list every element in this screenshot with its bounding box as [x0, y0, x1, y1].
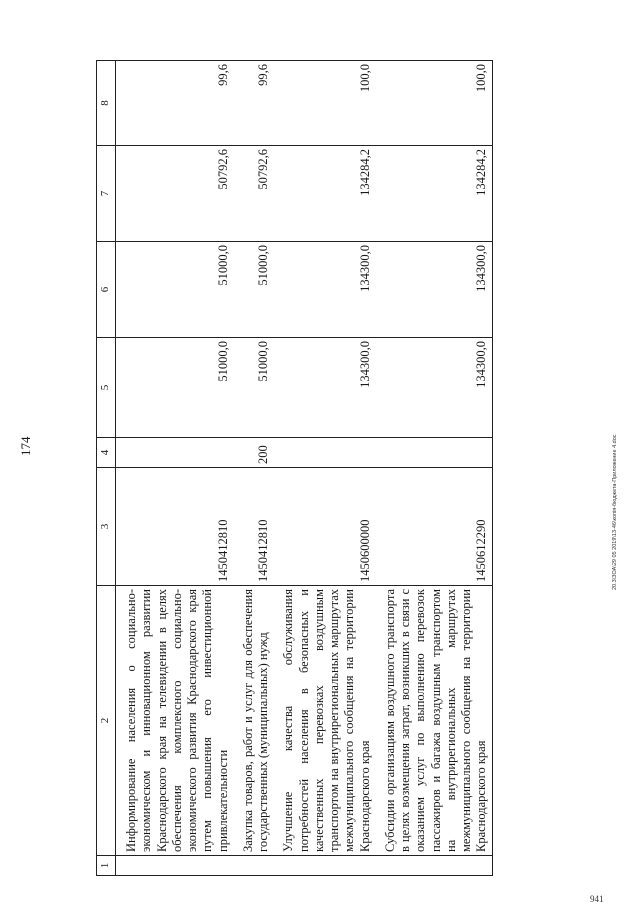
- value-col-6: 134300,0: [375, 242, 492, 338]
- value-col-6: 51000,0: [116, 242, 233, 338]
- row-description: Информирование населения о социально-экономическом и инновационном развитии Краснодарского края на телевидении в целях обеспечения комплексного социально-экономического развития Краснодарского края путем повышения его инвестиционной привлекательности: [116, 586, 233, 856]
- percent-col-8: 100,0: [273, 61, 375, 146]
- value-col-7: 134284,2: [375, 146, 492, 242]
- row-description: Закупка товаров, работ и услуг для обеспечения государственных (муниципальных) нужд: [233, 586, 274, 856]
- percent-col-8: 100,0: [375, 61, 492, 146]
- percent-col-8: 99,6: [233, 61, 274, 146]
- value-col-5: 134300,0: [375, 338, 492, 438]
- target-article-code: 1450612290: [375, 468, 492, 586]
- row-number: [375, 856, 492, 876]
- value-col-7: 50792,6: [233, 146, 274, 242]
- row-description: Субсидии организациям воздушного транспорта в целях возмещения затрат, возникших в связи с оказанием услуг по выполнению перевозок пассажиров и багажа воздушным транспортом на внутрирегиональных маршрутах межмуниципального сообщения на территории Краснодарского края: [375, 586, 492, 856]
- footer-file-path: 20.3\ЗОА\29 05 2019\13-46\копія-бюджета-Приложение 4.doc: [612, 434, 618, 590]
- expense-type-code: 200: [233, 438, 274, 468]
- header-row: [97, 61, 116, 876]
- value-col-6: 51000,0: [233, 242, 274, 338]
- row-number: [273, 856, 375, 876]
- page-number: 174: [18, 436, 33, 456]
- table-row: [273, 61, 375, 876]
- expense-type-code: [273, 438, 375, 468]
- expense-type-code: [116, 438, 233, 468]
- budget-table-container: [96, 61, 616, 876]
- percent-col-8: 99,6: [116, 61, 233, 146]
- target-article-code: 1450412810: [116, 468, 233, 586]
- col-header-5: 5: [97, 338, 116, 438]
- target-article-code: 1450412810: [233, 468, 274, 586]
- value-col-5: 134300,0: [273, 338, 375, 438]
- col-header-6: 6: [97, 242, 116, 338]
- col-header-4: 4: [97, 438, 116, 468]
- col-header-8: 8: [97, 61, 116, 146]
- corner-page-mark: 941: [590, 894, 604, 904]
- value-col-5: 51000,0: [116, 338, 233, 438]
- budget-table: [96, 60, 493, 876]
- table-row: [116, 61, 233, 876]
- value-col-7: 50792,6: [116, 146, 233, 242]
- value-col-6: 134300,0: [273, 242, 375, 338]
- table-row: [233, 61, 274, 876]
- table-row: [375, 61, 492, 876]
- col-header-7: 7: [97, 146, 116, 242]
- row-description: Улучшение качества обслуживания потребностей населения в безопасных и качественных перевозках воздушным транспортом на внутрирегиональных маршрутах межмуниципального сообщения на территории Краснодарского края: [273, 586, 375, 856]
- col-header-2: 2: [97, 586, 116, 856]
- col-header-3: 3: [97, 468, 116, 586]
- value-col-5: 51000,0: [233, 338, 274, 438]
- row-number: [233, 856, 274, 876]
- target-article-code: 1450600000: [273, 468, 375, 586]
- col-header-1: 1: [97, 856, 116, 876]
- value-col-7: 134284,2: [273, 146, 375, 242]
- expense-type-code: [375, 438, 492, 468]
- row-number: [116, 856, 233, 876]
